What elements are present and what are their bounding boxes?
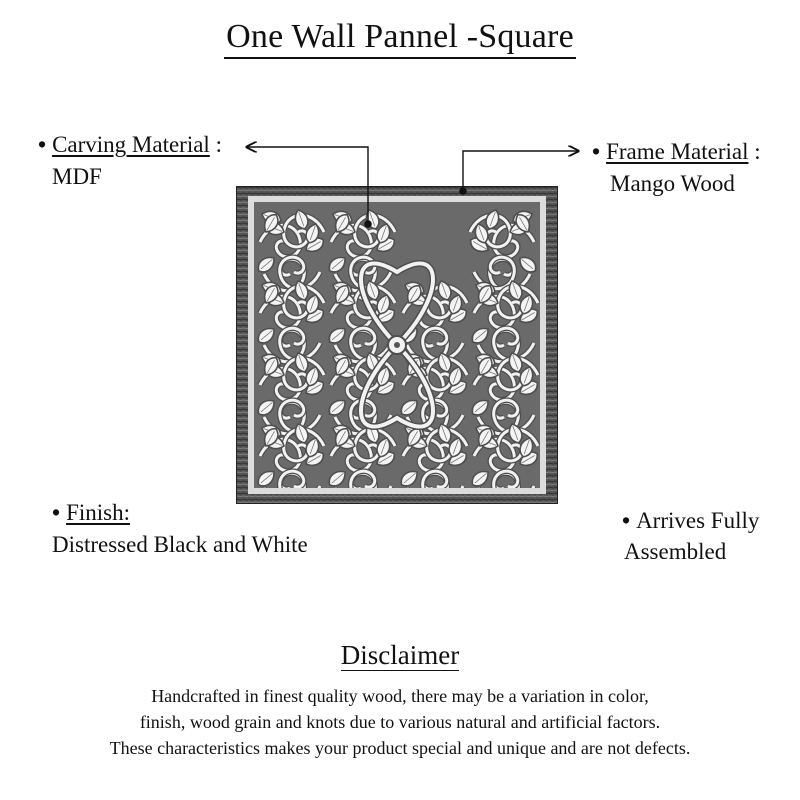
carved-panel-illustration [236, 186, 558, 504]
disclaimer-line: Handcrafted in finest quality wood, there may be a variation in color, [151, 686, 649, 706]
carving-material-callout [38, 130, 222, 160]
page-title: One Wall Pannel -Square [0, 18, 800, 59]
separator: : [754, 139, 761, 164]
frame-material-label: Frame Material [606, 139, 749, 164]
finish-value: Distressed Black and White [52, 532, 308, 557]
product-image [236, 186, 558, 504]
frame-material-callout [592, 137, 761, 167]
assembly-callout [622, 506, 759, 536]
carving-material-label: Carving Material [52, 132, 210, 157]
bullet: • [592, 139, 601, 164]
separator: : [215, 132, 222, 157]
finish-callout [52, 498, 130, 528]
disclaimer-heading: Disclaimer [340, 640, 460, 670]
bullet: • [52, 500, 61, 525]
assembly-line-2: Assembled [624, 539, 727, 564]
frame-material-value: Mango Wood [610, 171, 735, 196]
disclaimer-line: These characteristics makes your product special and unique and are not defects. [109, 738, 691, 758]
assembly-line-1: Arrives Fully [636, 508, 760, 533]
carving-material-value: MDF [52, 164, 102, 189]
bullet: • [622, 508, 631, 533]
disclaimer-line: finish, wood grain and knots due to various natural and artificial factors. [139, 712, 661, 732]
finish-label: Finish: [66, 500, 130, 525]
disclaimer-text [0, 683, 800, 761]
bullet: • [38, 132, 47, 157]
